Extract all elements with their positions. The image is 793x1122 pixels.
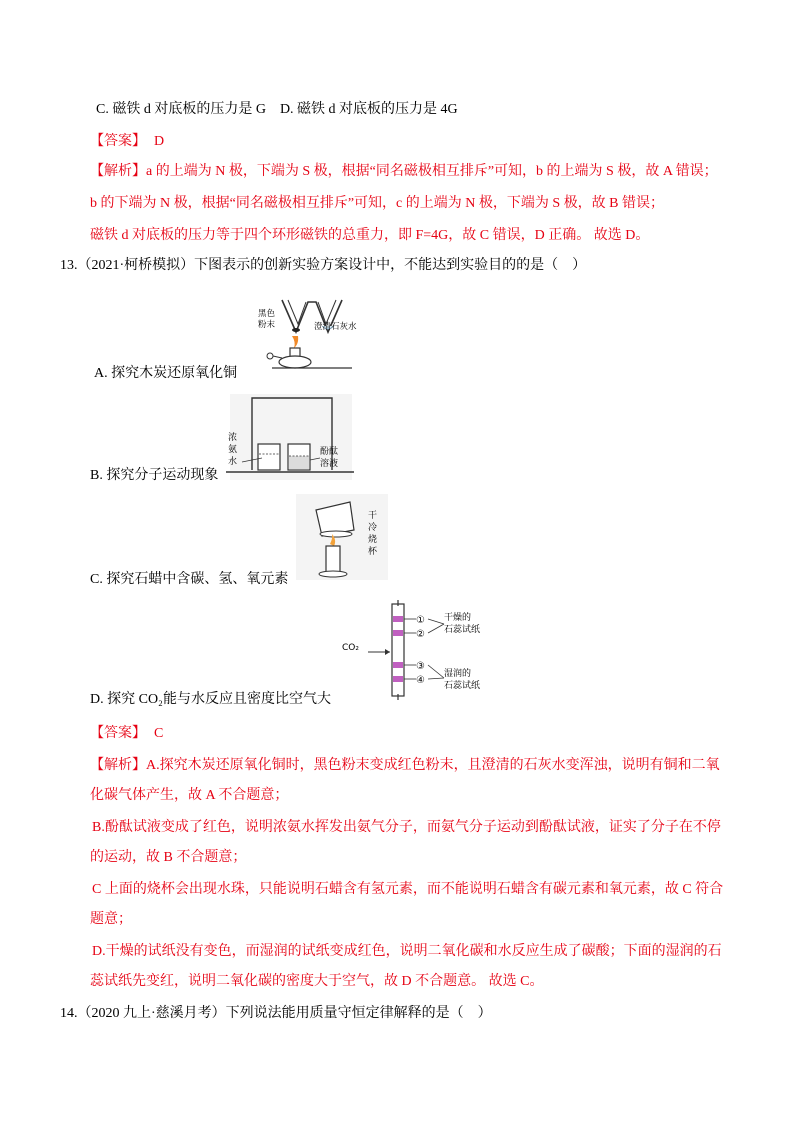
q12-analysis-line-1: [90, 162, 718, 182]
svg-text:干: 干: [368, 511, 378, 521]
q13-analysis-line-5: C 上面的烧杯会出现水珠，只能说明石蜡含有氢元素，而不能说明石蜡含有碳元素和氧元素，故 C 符合: [92, 882, 724, 897]
svg-text:杯: 杯: [368, 547, 378, 557]
svg-text:④: ④: [416, 675, 425, 686]
option-a: A. 探究木炭还原氧化铜: [94, 366, 238, 381]
label-powder: 粉末: [258, 320, 276, 330]
figure-c-candle-beaker: [296, 494, 388, 580]
answer-value: D: [154, 134, 165, 149]
answer-label: 【答案】: [90, 134, 146, 149]
figure-d-co2-litmus: [340, 600, 500, 700]
q13-analysis-line-7: D.干燥的试纸没有变色，而湿润的试纸变成红色，说明二氧化碳和水反应生成了碳酸；下面的湿润的石: [92, 944, 722, 959]
svg-text:石蕊试纸: 石蕊试纸: [444, 625, 481, 635]
flame-icon: [292, 336, 298, 348]
q13-analysis-line-4: 的运动，故 B 不合题意；: [90, 850, 247, 865]
answer-value: C: [154, 726, 164, 741]
svg-text:②: ②: [416, 629, 425, 640]
svg-text:氨: 氨: [228, 445, 238, 455]
q13-stem: 13.（2021·柯桥模拟）下图表示的创新实验方案设计中，不能达到实验目的的是（ ）: [60, 258, 587, 273]
option-c: C. 探究石蜡中含碳、氢、氧元素: [90, 572, 289, 587]
figure-b-molecular-motion: [224, 392, 356, 482]
svg-text:酚酞: 酚酞: [320, 447, 339, 457]
q13-analysis-line-1: [90, 756, 720, 776]
black-powder-icon: [292, 328, 300, 332]
q12-analysis-line-3: 磁铁 d 对底板的压力等于四个环形磁铁的总重力，即 F=4G，故 C 错误，D 正确。 故选 D。: [90, 228, 650, 243]
q13-analysis-line-2: 化碳气体产生，故 A 不合题意；: [90, 788, 289, 803]
analysis-label: 【解析】: [90, 164, 146, 179]
label-black: 黑色: [258, 309, 276, 319]
svg-text:石蕊试纸: 石蕊试纸: [444, 681, 481, 691]
q13-analysis-line-8: 蕊试纸先变红，说明二氧化碳的密度大于空气，故 D 不合题意。 故选 C。: [90, 974, 544, 989]
q12-options-cd: C. 磁铁 d 对底板的压力是 G D. 磁铁 d 对底板的压力是 4G: [96, 102, 458, 117]
analysis-label: 【解析】: [90, 758, 146, 773]
svg-text:干燥的: 干燥的: [444, 613, 472, 623]
svg-text:烧: 烧: [368, 535, 378, 545]
q13-answer: [90, 724, 163, 744]
co2-label: CO₂: [342, 643, 359, 653]
option-b: B. 探究分子运动现象: [90, 468, 219, 483]
svg-text:③: ③: [416, 661, 425, 672]
q13-analysis-line-3: B.酚酞试液变成了红色，说明浓氨水挥发出氨气分子，而氨气分子运动到酚酞试液，证实了分子在不停: [92, 820, 721, 835]
label-limewater: 澄清石灰水: [314, 322, 357, 332]
svg-text:水: 水: [228, 457, 238, 467]
svg-text:①: ①: [416, 615, 425, 626]
option-d: D. 探究 CO₂能与水反应且密度比空气大: [90, 692, 331, 707]
answer-label: 【答案】: [90, 726, 146, 741]
svg-text:溶液: 溶液: [320, 459, 339, 469]
q14-stem: 14.（2020 九上·慈溪月考）下列说法能用质量守恒定律解释的是（ ）: [60, 1006, 492, 1021]
svg-text:浓: 浓: [228, 433, 238, 443]
figure-a-carbon-reduction: [252, 292, 370, 370]
analysis-text: a 的上端为 N 极，下端为 S 极，根据“同名磁极相互排斥”可知，b 的上端为 S 极，故 A 错误；: [146, 164, 718, 179]
q12-analysis-line-2: b 的下端为 N 极，根据“同名磁极相互排斥”可知，c 的上端为 N 极，下端为 S 极，故 B 错误；: [90, 196, 664, 211]
svg-text:湿润的: 湿润的: [444, 669, 472, 679]
analysis-text: A.探究木炭还原氧化铜时，黑色粉末变成红色粉末，且澄清的石灰水变浑浊，说明有铜和二氧: [146, 758, 720, 773]
svg-text:冷: 冷: [368, 523, 378, 533]
q12-answer: [90, 132, 164, 152]
q13-analysis-line-6: 题意；: [90, 912, 132, 927]
